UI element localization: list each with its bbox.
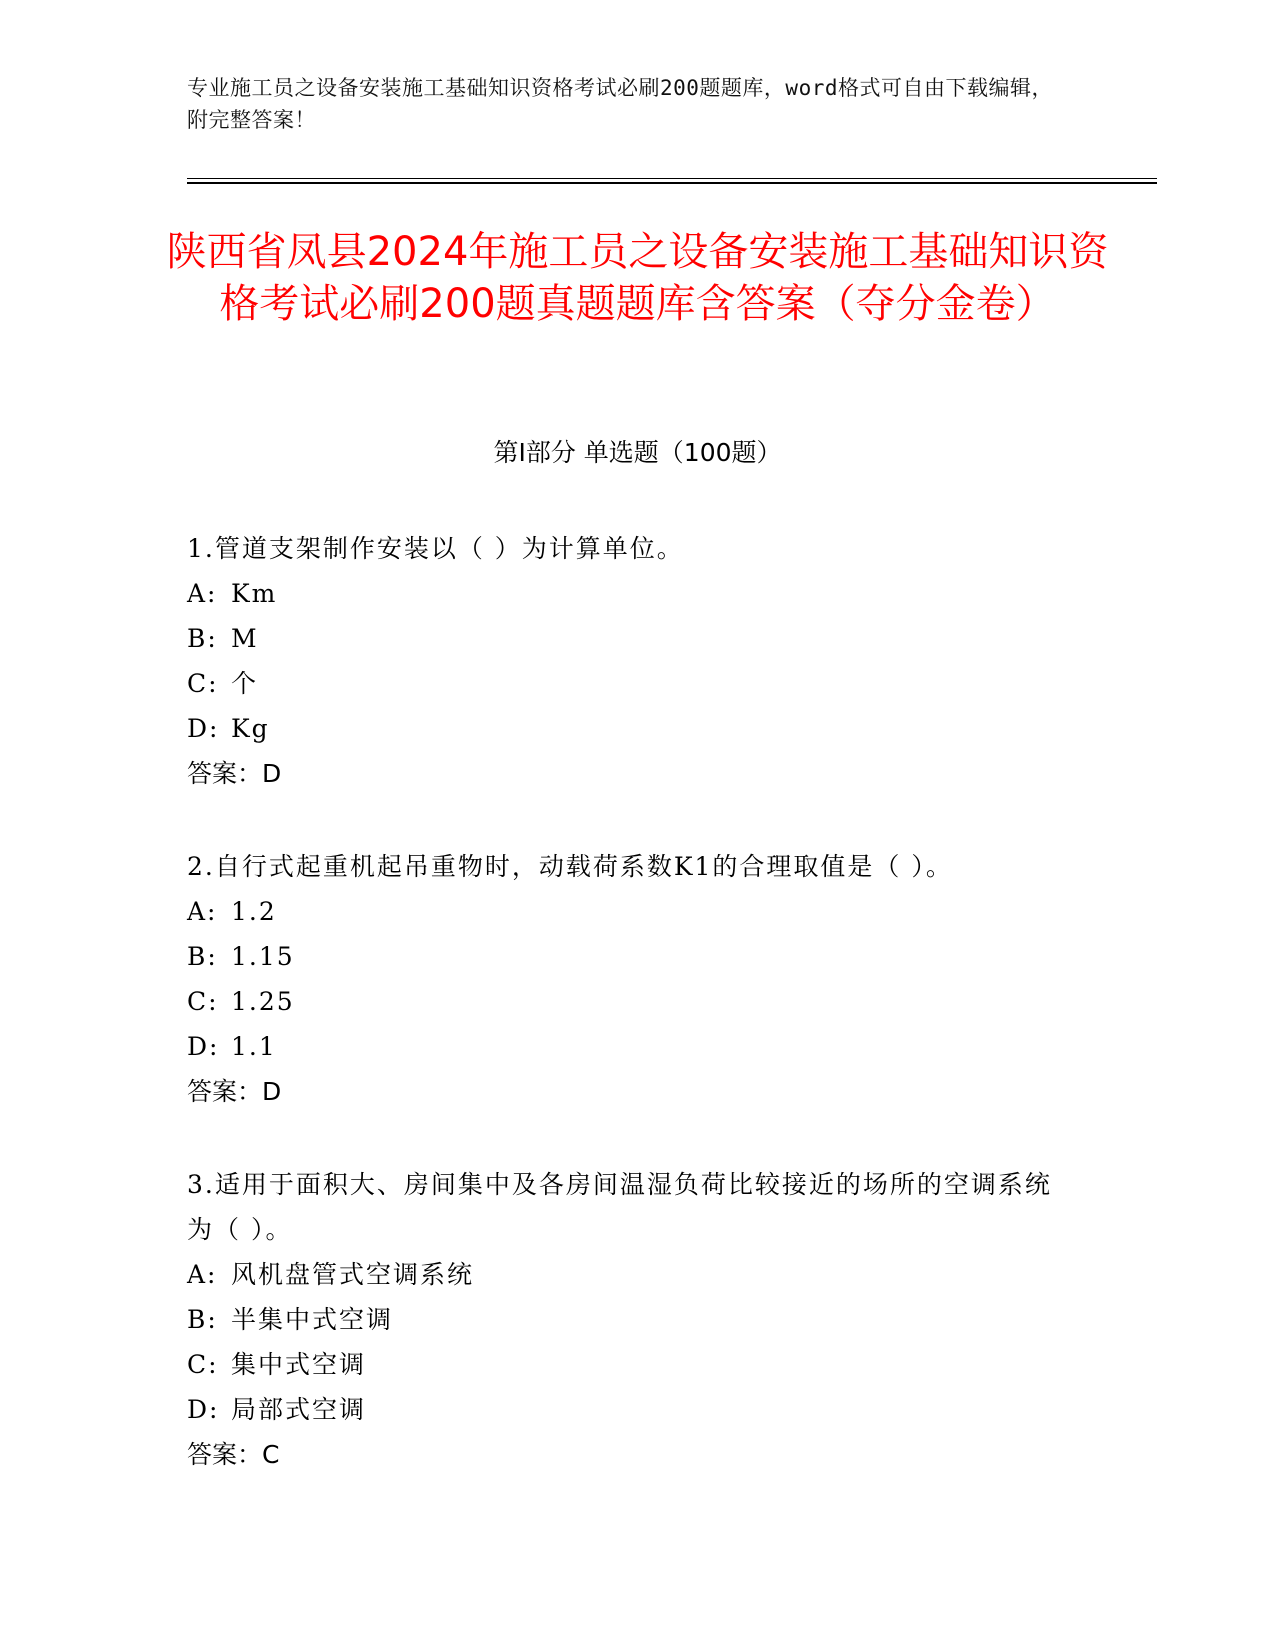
option-text: 1.1 [231, 1032, 277, 1061]
option-d [187, 1024, 1067, 1069]
option-label: B: [187, 942, 218, 971]
option-label: D: [187, 1395, 220, 1424]
answer-line: 答案：D [187, 1077, 282, 1106]
option-text: M [231, 624, 259, 653]
option-label: B: [187, 1305, 218, 1334]
option-text: 1.25 [231, 987, 295, 1016]
question-stem: 2.自行式起重机起吊重物时，动载荷系数K1的合理取值是（ ）。 [187, 852, 953, 881]
question-2 [187, 844, 1067, 1114]
option-c [187, 979, 1067, 1024]
option-text: 个 [231, 669, 259, 698]
header-divider-thick [187, 182, 1157, 184]
question-stem: 3.适用于面积大、房间集中及各房间温湿负荷比较接近的场所的空调系统为（ ）。 [187, 1170, 1052, 1244]
option-d [187, 706, 1067, 751]
option-text: 1.15 [231, 942, 295, 971]
question-1 [187, 526, 1067, 796]
option-label: C: [187, 987, 219, 1016]
option-label: A: [187, 897, 218, 926]
answer-line: 答案：C [187, 1440, 280, 1469]
option-text: 集中式空调 [231, 1350, 367, 1379]
question-3 [187, 1162, 1067, 1477]
option-label: C: [187, 1350, 219, 1379]
option-text: 局部式空调 [231, 1395, 367, 1424]
option-c [187, 661, 1067, 706]
option-text: 半集中式空调 [231, 1305, 394, 1334]
option-text: 风机盘管式空调系统 [231, 1260, 475, 1289]
option-b [187, 616, 1067, 661]
document-title: 陕西省凤县2024年施工员之设备安装施工基础知识资格考试必刷200题真题题库含答案（夺分金卷） [166, 229, 1109, 327]
option-label: D: [187, 1032, 220, 1061]
option-text: Kg [231, 714, 270, 743]
option-label: A: [187, 1260, 218, 1289]
option-c [187, 1342, 1067, 1387]
option-text: Km [231, 579, 278, 608]
option-a [187, 571, 1067, 616]
question-stem: 1.管道支架制作安装以（ ）为计算单位。 [187, 534, 684, 563]
option-b [187, 934, 1067, 979]
header-note: 专业施工员之设备安装施工基础知识资格考试必刷200题题库，word格式可自由下载编辑，附完整答案！ [187, 76, 1053, 132]
answer-line: 答案：D [187, 759, 282, 788]
option-b [187, 1297, 1067, 1342]
option-text: 1.2 [231, 897, 277, 926]
option-d [187, 1387, 1067, 1432]
option-label: D: [187, 714, 220, 743]
option-a [187, 1252, 1067, 1297]
option-label: B: [187, 624, 218, 653]
header-divider-thin [187, 178, 1157, 179]
option-a [187, 889, 1067, 934]
option-label: C: [187, 669, 219, 698]
option-label: A: [187, 579, 218, 608]
section-heading: 第Ⅰ部分 单选题（100题） [493, 438, 782, 467]
